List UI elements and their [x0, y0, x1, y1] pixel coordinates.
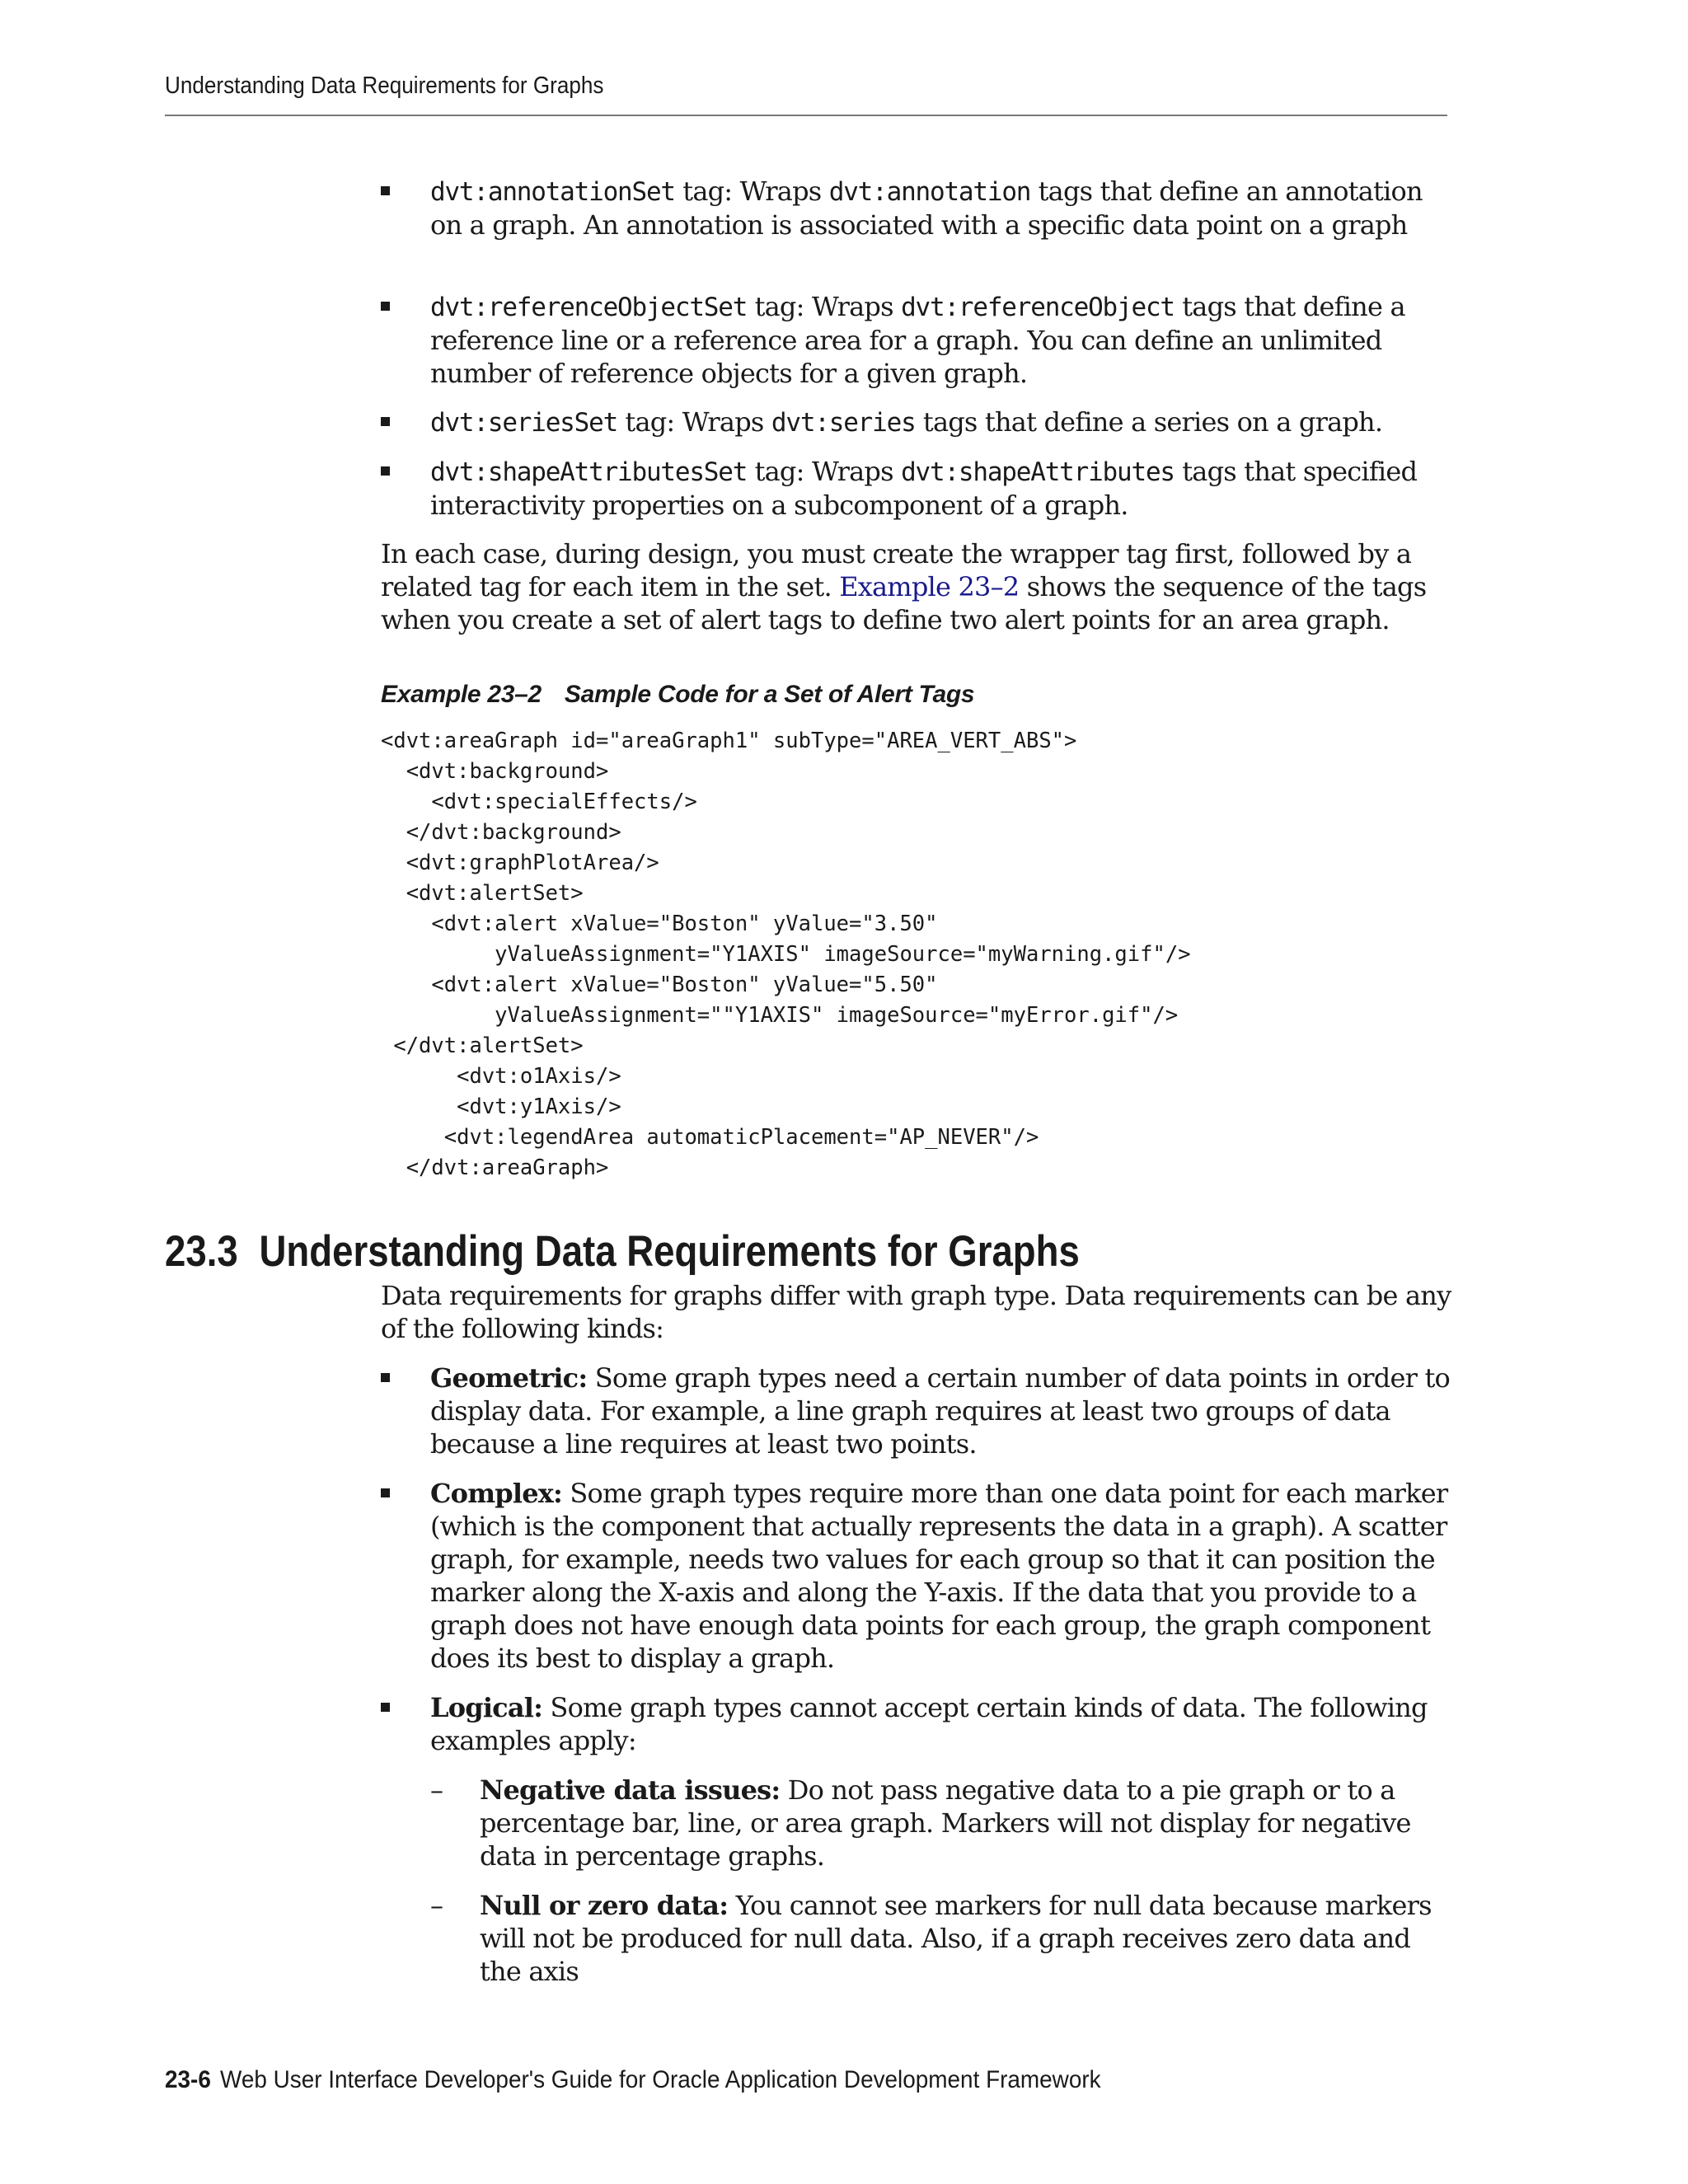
set-tag-description: dvt:seriesSet tag: Wraps dvt:series tags that define a series on a graph. — [430, 406, 1383, 438]
logical-example-description: Null or zero data: You cannot see markers for null data because markers will not be produced for null data. Also, if a graph receives zero data and the axis — [480, 1890, 1432, 1987]
set-tag-description: dvt:shapeAttributesSet tag: Wraps dvt:shapeAttributes tags that specified interactivity properties on a subcomponent of a graph. — [430, 456, 1418, 521]
dash-marker: – — [430, 1774, 443, 1806]
example-link[interactable]: Example 23–2 — [839, 571, 1020, 602]
code-sample: <dvt:areaGraph id="areaGraph1" subType="AREA_VERT_ABS"> <dvt:background> <dvt:specialEffects/> </dvt:background> <dvt:graphPlotArea/> <dvt:alertSet> <dvt:alert xValue="Boston" yValue="3.50" yValueAssignment="Y1AXIS" imageSource="myWarning.gif"/> <dvt:alert xValue="Boston" yValue="5.50" yValueAssignment=""Y1AXIS" imageSource="myError.gif"/> </dvt:alertSet> <dvt:o1Axis/> <dvt:y1Axis/> <dvt:legendArea automaticPlacement="AP_NEVER"/> </dvt:areaGraph> — [381, 729, 1191, 1180]
set-tag-description: dvt:annotationSet tag: Wraps dvt:annotation tags that define an annotation on a graph. An annotation is associated with a specific data point on a graph — [430, 176, 1423, 241]
tag-name: dvt:shapeAttributesSet — [430, 457, 748, 487]
page-number: 23-6 — [165, 2066, 211, 2093]
section-intro: Data requirements for graphs differ with graph type. Data requirements can be any of the following kinds: — [381, 1280, 1451, 1344]
wrapped-tag-name: dvt:annotation — [828, 177, 1031, 207]
section-title: Understanding Data Requirements for Graphs — [259, 1227, 1080, 1276]
example-title: Sample Code for a Set of Alert Tags — [564, 681, 975, 708]
example-label: Example 23–2 — [381, 681, 542, 708]
bullet-marker — [381, 466, 390, 476]
bullet-marker — [381, 417, 390, 426]
section-heading — [165, 1226, 1080, 1277]
wrapped-tag-name: dvt:shapeAttributes — [901, 457, 1175, 487]
wrapped-tag-name: dvt:series — [771, 408, 916, 438]
book-title: Web User Interface Developer's Guide for Oracle Application Development Framework — [220, 2066, 1101, 2093]
example-caption — [381, 681, 974, 709]
data-kind-description: Logical: Some graph types cannot accept certain kinds of data. The following examples apply: — [430, 1692, 1428, 1756]
dash-marker: – — [430, 1890, 443, 1921]
data-kind-description: Geometric: Some graph types need a certain number of data points in order to display data. For example, a line graph requires at least two groups of data because a line requires at least two points. — [430, 1362, 1450, 1460]
data-kind-term: Geometric: — [430, 1362, 588, 1394]
running-header: Understanding Data Requirements for Graphs — [165, 73, 604, 99]
tag-name: dvt:annotationSet — [430, 177, 675, 207]
wrapper-paragraph-block — [381, 537, 1452, 636]
logical-example-term: Null or zero data: — [480, 1890, 729, 1921]
header-rule — [165, 115, 1447, 116]
tag-name: dvt:referenceObjectSet — [430, 293, 748, 322]
bullet-marker — [381, 1703, 390, 1712]
logical-example-term: Negative data issues: — [480, 1774, 781, 1806]
tag-name: dvt:seriesSet — [430, 408, 618, 438]
wrapped-tag-name: dvt:referenceObject — [901, 293, 1175, 322]
section-number: 23.3 — [165, 1227, 238, 1276]
data-kind-term: Logical: — [430, 1692, 543, 1723]
bullet-marker — [381, 1373, 390, 1382]
bullet-marker — [381, 302, 390, 311]
bullet-marker — [381, 186, 390, 195]
section-intro-block — [381, 1279, 1452, 1345]
data-kind-term: Complex: — [430, 1478, 563, 1509]
running-footer — [165, 2066, 1101, 2094]
wrapper-paragraph: In each case, during design, you must create the wrapper tag first, followed by a related tag for each item in the set. Example 23–2 shows the sequence of the tags when you create a set of alert tags to define two alert points for an area graph. — [381, 538, 1427, 635]
data-kind-description: Complex: Some graph types require more than one data point for each marker (which is the component that actually represents the data in a graph). A scatter graph, for example, needs two values for each group so that it can position the marker along the X-axis and along the Y-axis. If the data that you provide to a graph does not have enough data points for each group, the graph component does its best to display a graph. — [430, 1478, 1448, 1674]
logical-example-description: Negative data issues: Do not pass negative data to a pie graph or to a percentage bar, line, or area graph. Markers will not display for negative data in percentage graphs. — [480, 1774, 1411, 1872]
bullet-marker — [381, 1488, 390, 1497]
set-tag-description: dvt:referenceObjectSet tag: Wraps dvt:referenceObject tags that define a reference line or a reference area for a graph. You can define an unlimited number of reference objects for a given graph. — [430, 291, 1405, 389]
